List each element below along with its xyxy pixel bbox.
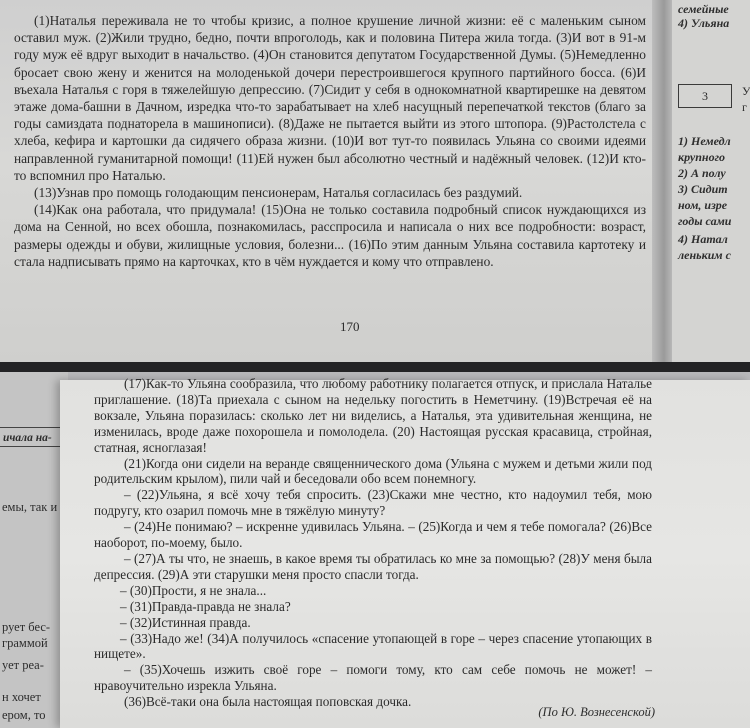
top-page-photo [0,0,750,362]
left-page-line: ует реа- [2,658,44,672]
paragraph: (14)Как она работала, что придумала! (15)Она не только составила подробный список нуждающихся из дома на Сенной, но всех обошла, познакомилась, расспросила и написала о них все подробности: возраст, размеры одежды и обуви, жилищные условия, болезни... (16)По этим данным Ульяна составила картотеку и стала надписывать прямо на карточках, кто в чём нуждается и кому что отправлено. [14,202,646,269]
left-box: ичала на- [0,427,64,447]
right-page-line: крупного [678,150,726,164]
dialogue-line: – (30)Прости, я не знала... [120,582,267,598]
photo-divider [0,362,750,372]
dialogue-line: – (22)Ульяна, я всё хочу тебя спросить. (23)Скажи мне честно, кто надоумил тебя, мою подругу, кто озарил помочь мне в тяжёлую минуту? [94,487,652,519]
left-page-line: ером, то [2,708,46,722]
top-page-text [14,12,646,270]
right-page-fragment [672,0,750,362]
dialogue-line: – (24)Не понимаю? – искренне удивилась Ульяна. – (25)Когда и чем я тебе помогала? (26)Все наоборот, по-моему, было. [94,519,652,551]
paragraph: (13)Узнав про помощь голодающим пенсионерам, Наталья согласилась без раздумий. [34,185,523,201]
left-page-line: граммой [2,636,48,650]
page-number: 170 [340,319,360,334]
right-page-line: семейные [678,2,729,16]
dialogue-line: – (27)А ты что, не знаешь, в какое время ты обратилась ко мне за помощью? (28)У меня была депрессия. (29)А эти старушки меня просто спасли тогда. [94,550,652,582]
right-page-line: 1) Немедл [678,134,731,148]
bottom-page-photo [0,372,750,728]
dialogue-line: – (35)Хочешь изжить своё горе – помоги тому, кто сам себе помочь не может! – нравоучительно изрекла Ульяна. [94,662,652,694]
right-page-line: леньким с [678,248,731,262]
paragraph: (21)Когда они сидели на веранде священнического дома (Ульяна с мужем и детьми жили под родительским крылом), пили чай и беседовали обо всем понемногу. [94,455,652,487]
book-gutter [652,0,672,362]
left-page-line: рует бес- [2,620,51,634]
dialogue-line: – (31)Правда-правда не знала? [120,598,291,614]
right-page-line: 4) Натал [678,232,728,246]
dialogue-line: – (33)Надо же! (34)А получилось «спасение утопающей в горе – через спасение утопающих в нищете». [94,630,652,662]
answer-box: 3 [678,84,732,108]
right-page-line: ном, изре [678,198,728,212]
right-page-line: годы сами [678,214,732,228]
right-page-line: 3) Сидит [678,182,728,196]
paragraph: (36)Всё-таки она была настоящая поповская дочка. [124,694,412,710]
left-page-fragment [0,372,68,728]
left-page-line: емы, так и [2,500,58,514]
left-page-line: н хочет [2,690,41,704]
dialogue-line: – (32)Истинная правда. [120,614,251,630]
paragraph: (17)Как-то Ульяна сообразила, что любому работнику полагается отпуск, и прислала Наталье приглашение. (18)Та приехала с сыном на недельку погостить в Неметчину. (19)Встречая её на вокзале, Ульяна поразилась: сколько лет ни виделись, а Наталья, эта удивительная женщина, не изменилась, вроде даже похорошела и помолодела. (20) Настоящая русская красавица, стройная, статная, ясноглазая! [94,376,652,455]
right-page-line: 4) Ульяна [678,16,730,30]
paragraph: (1)Наталья переживала не то чтобы кризис, а полное крушение личной жизни: её с маленьким сыном оставил муж. (2)Жили трудно, бедно, почти впроголодь, как и половина Питера жила тогда. (3)И вот в 91-м году муж её вдруг выходит в начальство. (4)Он становится депутатом Государственной Думы. (5)Немедленно бросает свою жену и женится на молоденькой дочери перестроившегося крупного партийного босса. (6)И въехала Наталья с горя в тяжелейшую депрессию. (7)Сидит у себя в однокомнатной квартирешке на девятом этаже дома-башни в Дачном, изредка что-то зарабатывает на хлеб насущный перепечаткой текстов (благо за годы самиздата поднаторела в машинописи). (8)Даже не пытается выйти из этого штопора. (9)Растолстела с хлеба, кефира и картошки да сидячего образа жизни. (10)И вот тут-то появилась Ульяна со своими идеями направленной гуманитарной помощи! (11)Ей нужен был абсолютно честный и надёжный человек. (12)И кто-то вспомнил про Наталью. [14,13,646,183]
side-letter: г [742,100,747,114]
bottom-page-text [94,376,652,710]
right-page-line: 2) А полу [678,166,726,180]
source-attribution: (По Ю. Вознесенской) [538,705,655,719]
side-letter: У [742,84,750,98]
